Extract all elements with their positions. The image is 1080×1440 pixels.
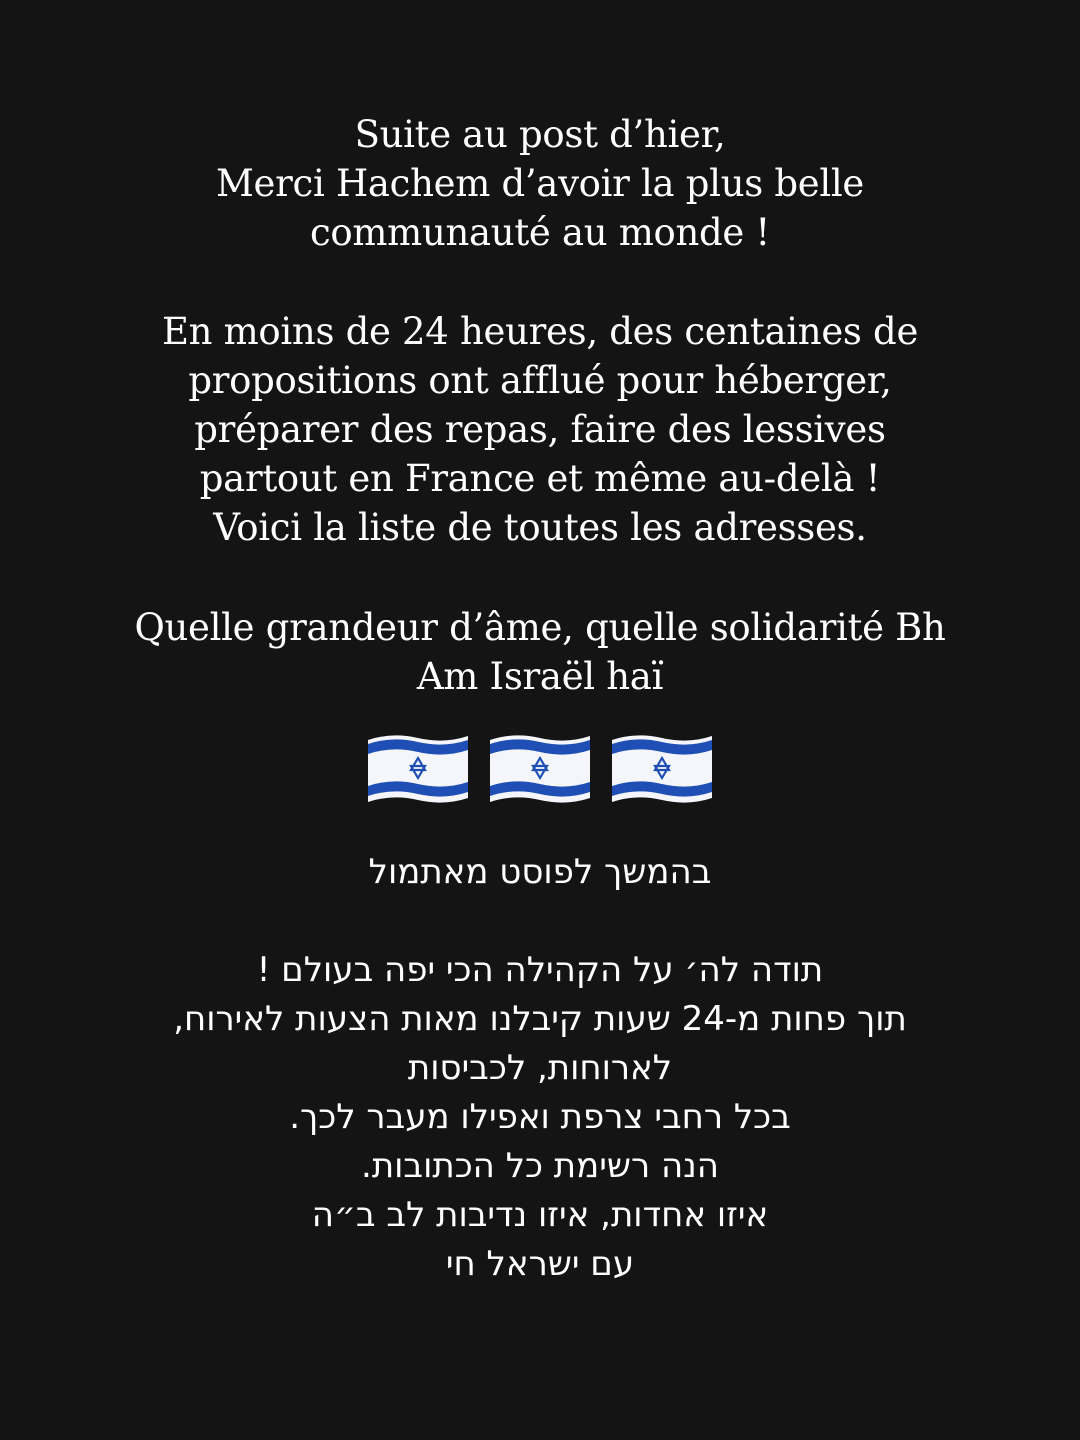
text-line: לארוחות, לכביסות — [407, 1048, 673, 1088]
israel-flag-icon — [486, 730, 594, 806]
text-line: préparer des repas, faire des lessives — [194, 408, 886, 451]
text-line: En moins de 24 heures, des centaines de — [161, 310, 919, 353]
text-line: בהמשך לפוסט מאתמול — [368, 852, 712, 892]
text-line: Quelle grandeur d’âme, quelle solidarité Bh — [134, 606, 946, 649]
french-paragraph-solidarity — [0, 603, 1080, 701]
hebrew-paragraph — [0, 946, 1080, 1289]
text-line: Merci Hachem d’avoir la plus belle — [215, 162, 865, 205]
text-line: איזו אחדות, איזו נדיבות לב ב״ה — [311, 1195, 769, 1235]
text-line: Suite au post d’hier, — [354, 113, 726, 156]
text-line: עם ישראל חי — [445, 1244, 635, 1284]
text-line: תוך פחות מ-24 שעות קיבלנו מאות הצעות לאירוח, — [173, 999, 907, 1039]
text-line: communauté au monde ! — [310, 211, 770, 254]
text-line: תודה לה׳ על הקהילה הכי יפה בעולם ! — [256, 950, 824, 990]
flag-row — [0, 730, 1080, 806]
text-line: propositions ont afflué pour héberger, — [188, 359, 892, 402]
text-line: Am Israël haï — [416, 655, 664, 698]
french-paragraph-propositions — [0, 307, 1080, 552]
french-paragraph-intro — [0, 110, 1080, 257]
israel-flag-icon — [364, 730, 472, 806]
text-line: partout en France et même au-delà ! — [199, 457, 881, 500]
text-line: הנה רשימת כל הכתובות. — [361, 1146, 719, 1186]
text-line: בכל רחבי צרפת ואפילו מעבר לכך. — [289, 1097, 791, 1137]
text-line: Voici la liste de toutes les adresses. — [213, 506, 867, 549]
hebrew-heading — [0, 848, 1080, 897]
israel-flag-icon — [608, 730, 716, 806]
